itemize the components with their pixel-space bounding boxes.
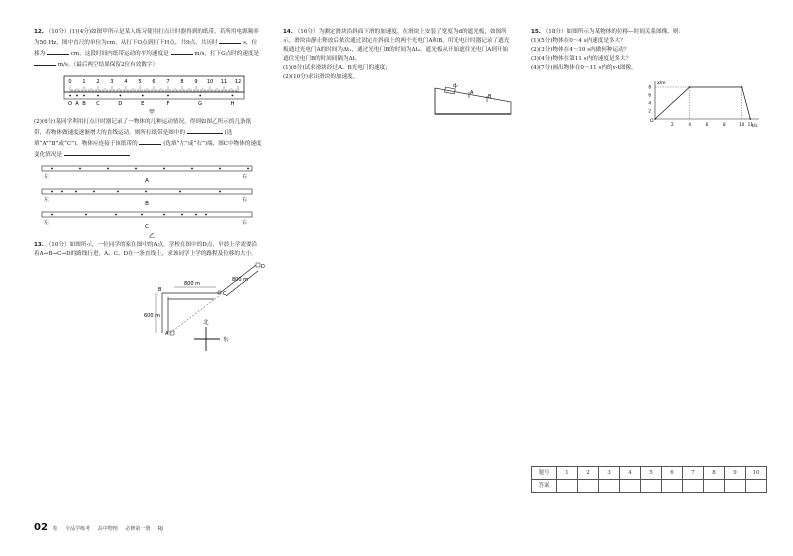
tape-point-label: C	[96, 101, 100, 107]
figure-tapes	[34, 162, 262, 240]
tape-point-label: D	[118, 101, 123, 107]
tape-dot	[79, 168, 81, 170]
point-c: C	[223, 291, 227, 297]
tape-dot	[199, 95, 201, 97]
tape-dot	[163, 214, 165, 216]
q15-sub4: (4)(7分)画出物体在0～11 s内的v-t图像。	[531, 65, 637, 71]
house-a	[170, 331, 174, 335]
tape-dot	[75, 191, 77, 193]
q15-sub1: (1)(5分)物体在0～4 s内速度是多大？	[531, 38, 626, 44]
q13-number: 13.	[34, 242, 44, 248]
point-b: B	[158, 287, 162, 293]
tape-left-label: 左	[44, 174, 50, 180]
data-point	[654, 118, 656, 120]
answer-table-answer-cell[interactable]	[557, 480, 578, 493]
ruler-tick-label: 2	[96, 79, 100, 85]
answer-table-answer-cell[interactable]	[725, 480, 746, 493]
tape-name-label: A	[145, 178, 149, 184]
q15-number: 15.	[531, 29, 541, 35]
x-tick-label: 10	[738, 122, 745, 127]
label-600m: 600 m	[144, 313, 161, 319]
q14-text: （16分）为测定滑块沿斜面下滑的加速度，在滑块上安装了宽度为d的遮光板，如图所示，滑块由静止释放后依次通过固定在斜面上的两个光电门A和B，用光电计时器记录了遮光板通过光电门A的时间为Δt₁，通过光电门B的时间为Δt₂，遮光板从开始遮住光电门A到开始遮住光电门B的时间间隔为Δt。	[283, 29, 510, 62]
school-d	[256, 263, 260, 267]
fig-label-yi: 乙	[148, 233, 156, 240]
q12-part1: （10分）(1)(4分)如图甲所示是某人练习使用打点计时器得到的纸带，若所用电源频率为50 Hz，图中直尺的单位为cm，从打下O点到打下H点，共9点，共历时	[34, 29, 259, 46]
question-14	[283, 28, 513, 118]
tape-dot	[142, 95, 144, 97]
tape-dot	[107, 168, 109, 170]
answer-table-row-numbers	[532, 467, 767, 480]
tape-point-label: B	[82, 101, 86, 107]
tapes-group	[42, 166, 252, 230]
footer-item-5: RJ	[157, 526, 163, 532]
q15-sub3: (3)(4分)物体在第11 s内的速度是多大？	[531, 56, 632, 62]
tape-right-label: 右	[242, 174, 248, 180]
x-tick-label: 6	[705, 122, 709, 127]
answer-table-head-number: 题号	[532, 467, 557, 480]
answer-table-number-cell: 10	[746, 467, 767, 480]
label-gate-b: B	[488, 94, 492, 100]
answer-table-head-answer: 答案	[532, 480, 557, 493]
tape-point-label: F	[166, 101, 170, 107]
answer-table-number-cell: 4	[620, 467, 641, 480]
q12-part1b: s，位移为	[34, 40, 258, 57]
label-gate-a: A	[470, 90, 474, 96]
ruler-tick-label: 4	[124, 79, 128, 85]
data-point	[741, 86, 743, 88]
answer-table-number-cell: 8	[704, 467, 725, 480]
tape-name-label: B	[145, 201, 149, 207]
q12-number: 12.	[34, 29, 44, 35]
q12-blank-5[interactable]	[187, 127, 223, 134]
ruler-tick-label: 11	[220, 79, 228, 85]
y-tick-label: 6	[648, 92, 651, 98]
q14-sub2: (2)(10分)求出滑块的加速度。	[283, 74, 359, 80]
data-point	[689, 86, 691, 88]
answer-table	[531, 466, 767, 493]
tape-dot	[83, 95, 85, 97]
tape-dot	[51, 214, 53, 216]
origin-label: O	[650, 119, 654, 124]
q12-part1e: m/s。（最后两空结果保留2位有效数字）	[57, 62, 159, 68]
answer-table-number-cell: 2	[578, 467, 599, 480]
ruler-tick-label: 9	[194, 79, 198, 85]
q12-blank-7[interactable]	[64, 149, 130, 156]
answer-table-answer-cell[interactable]	[662, 480, 683, 493]
tape-dot	[191, 168, 193, 170]
q12-blank-3[interactable]	[171, 48, 193, 55]
tape-dot	[141, 214, 143, 216]
fig-label-jia: 甲	[148, 109, 156, 116]
answer-table-answer-cell[interactable]	[641, 480, 662, 493]
tape-dot	[51, 191, 53, 193]
q12-blank-6[interactable]	[139, 138, 161, 145]
tape-dot	[167, 95, 169, 97]
footer-item-2: 全品学练考	[65, 526, 91, 532]
footer-item-3: 高中物理	[97, 526, 118, 532]
paper-tape	[64, 92, 244, 99]
tape-dot	[115, 214, 117, 216]
tape-name-label: C	[145, 224, 149, 230]
chart-marks	[654, 86, 751, 120]
tape-dot	[163, 168, 165, 170]
tape-left-label: 左	[44, 220, 50, 226]
label-800m-cd: 800 m	[232, 277, 249, 283]
point-a: A	[165, 331, 169, 337]
figure-route-map	[34, 261, 265, 353]
q12-part1d: m/s，打下G点时的速度是	[194, 51, 260, 57]
tape-right-label: 右	[242, 197, 248, 203]
answer-table-number-cell: 6	[662, 467, 683, 480]
x-axis-label: t/s	[752, 124, 758, 129]
tape-point-label: O	[67, 101, 73, 107]
x-tick-label: 11	[747, 122, 754, 127]
ruler-points	[68, 95, 234, 107]
figure-incline	[283, 84, 513, 118]
question-13	[34, 241, 265, 353]
tape-dot	[51, 168, 53, 170]
tape-dot	[219, 168, 221, 170]
label-d: d	[453, 83, 457, 89]
ruler-tick-label: 12	[234, 79, 242, 85]
q15-sub2: (2)(3分)物体在4～10 s内做何种运动？	[531, 47, 630, 53]
column-middle	[283, 28, 513, 118]
tape-dot	[195, 214, 197, 216]
ruler-tick-label: 0	[68, 79, 72, 85]
q12-part2b: (选填“A”“B”或“C”)，物体应连接于该纸带的	[34, 130, 233, 147]
answer-table-number-cell: 7	[683, 467, 704, 480]
tape-strip	[42, 212, 252, 217]
answer-table-number-cell: 5	[641, 467, 662, 480]
tape-dot	[69, 95, 71, 97]
ruler-ticks	[68, 79, 241, 92]
tape-dot	[120, 95, 122, 97]
answer-table-answer-cell[interactable]	[683, 480, 704, 493]
q12-blank-1[interactable]	[219, 37, 241, 44]
ruler-tick-label: 7	[166, 79, 170, 85]
question-12	[34, 28, 262, 240]
series-line	[655, 87, 750, 119]
tape-left-label: 左	[44, 197, 50, 203]
answer-table-answer-cell[interactable]	[578, 480, 599, 493]
tape-point-label: E	[141, 101, 145, 107]
ruler-tick-label: 10	[206, 79, 214, 85]
tape-dot	[205, 214, 207, 216]
ruler-tick-label: 1	[82, 79, 86, 85]
tape-dot	[93, 191, 95, 193]
column-left	[34, 28, 265, 353]
y-axis-label: x/m	[657, 81, 666, 86]
column-right	[531, 28, 761, 129]
footer-item-1: 卷	[52, 526, 58, 532]
ruler-tick-label: 8	[180, 79, 184, 85]
q13-text: （10分）如图所示，一位同学的家在图中的A点，学校在图中的D点，早晨上学需要沿着A→B→C→D的路线行进，A、C、D在一条直线上，求该同学上学的路程及位移的大小。	[34, 242, 258, 257]
footer-item-4: 必修第一册	[125, 526, 151, 532]
data-point	[750, 118, 752, 120]
tape-dot	[76, 95, 78, 97]
tape-dot	[179, 191, 181, 193]
ruler-tick-label: 6	[152, 79, 156, 85]
answer-table-number-cell: 3	[599, 467, 620, 480]
label-800m-bc: 800 m	[184, 281, 201, 287]
x-tick-label: 4	[688, 122, 692, 127]
tape-dot	[97, 95, 99, 97]
tape-dot	[117, 191, 119, 193]
compass-east: 东	[223, 337, 229, 343]
ruler-tick-label: 5	[138, 79, 142, 85]
answer-table-number-cell: 9	[725, 467, 746, 480]
tape-point-label: H	[230, 101, 235, 107]
q12-part2c: (选填“左”或“右”)端，图C中物体的速度变化情况是	[34, 141, 262, 158]
tape-dot	[61, 191, 63, 193]
y-tick-label: 8	[648, 84, 651, 90]
tape-dot	[181, 214, 183, 216]
page-footer	[34, 523, 169, 534]
answer-table-answer-cell[interactable]	[599, 480, 620, 493]
answer-table-number-cell: 1	[557, 467, 578, 480]
tape-dot	[247, 168, 249, 170]
tape-dot	[135, 168, 137, 170]
y-tick-label: 4	[648, 100, 651, 106]
answer-table-answer-cell[interactable]	[620, 480, 641, 493]
xt-chart	[531, 75, 761, 129]
point-d: D	[261, 264, 265, 270]
figure-ruler	[34, 72, 262, 116]
y-tick-label: 2	[648, 108, 651, 114]
line-a-c	[170, 295, 220, 333]
q12-blank-4[interactable]	[34, 59, 56, 66]
q12-part2: (2)(6分)某同学利用打点计时器记录了一物体的几种运动情况，得到如图乙所示的几条纸带，若物体做速度逐渐增大的直线运动，则所打纸带是图中的	[34, 119, 252, 136]
tape-right-label: 右	[242, 220, 248, 226]
tape-dot	[232, 95, 234, 97]
answer-table-row-answers	[532, 480, 767, 493]
x-tick-label: 8	[722, 122, 726, 127]
q14-sub1: (1)(6分)试求滑块经过A、B光电门的速度；	[283, 65, 391, 71]
answer-table-answer-cell[interactable]	[746, 480, 767, 493]
q14-number: 14.	[283, 29, 293, 35]
x-tick-label: 2	[670, 122, 674, 127]
q12-blank-2[interactable]	[47, 48, 69, 55]
tape-dot	[145, 191, 147, 193]
tape-dot	[219, 191, 221, 193]
q15-text: （18分）如图所示为某物体的位移—时间关系图像，则：	[542, 29, 685, 35]
answer-table-answer-cell[interactable]	[704, 480, 725, 493]
q12-part1c: cm，这段时间内纸带运动的平均速度是	[70, 51, 169, 57]
ruler-tick-label: 3	[110, 79, 114, 85]
tape-dot	[85, 214, 87, 216]
compass-north: 北	[203, 320, 209, 326]
tape-point-label: A	[75, 101, 79, 107]
question-15	[531, 28, 761, 129]
tape-point-label: G	[198, 101, 203, 107]
page-number: 02	[34, 522, 48, 533]
